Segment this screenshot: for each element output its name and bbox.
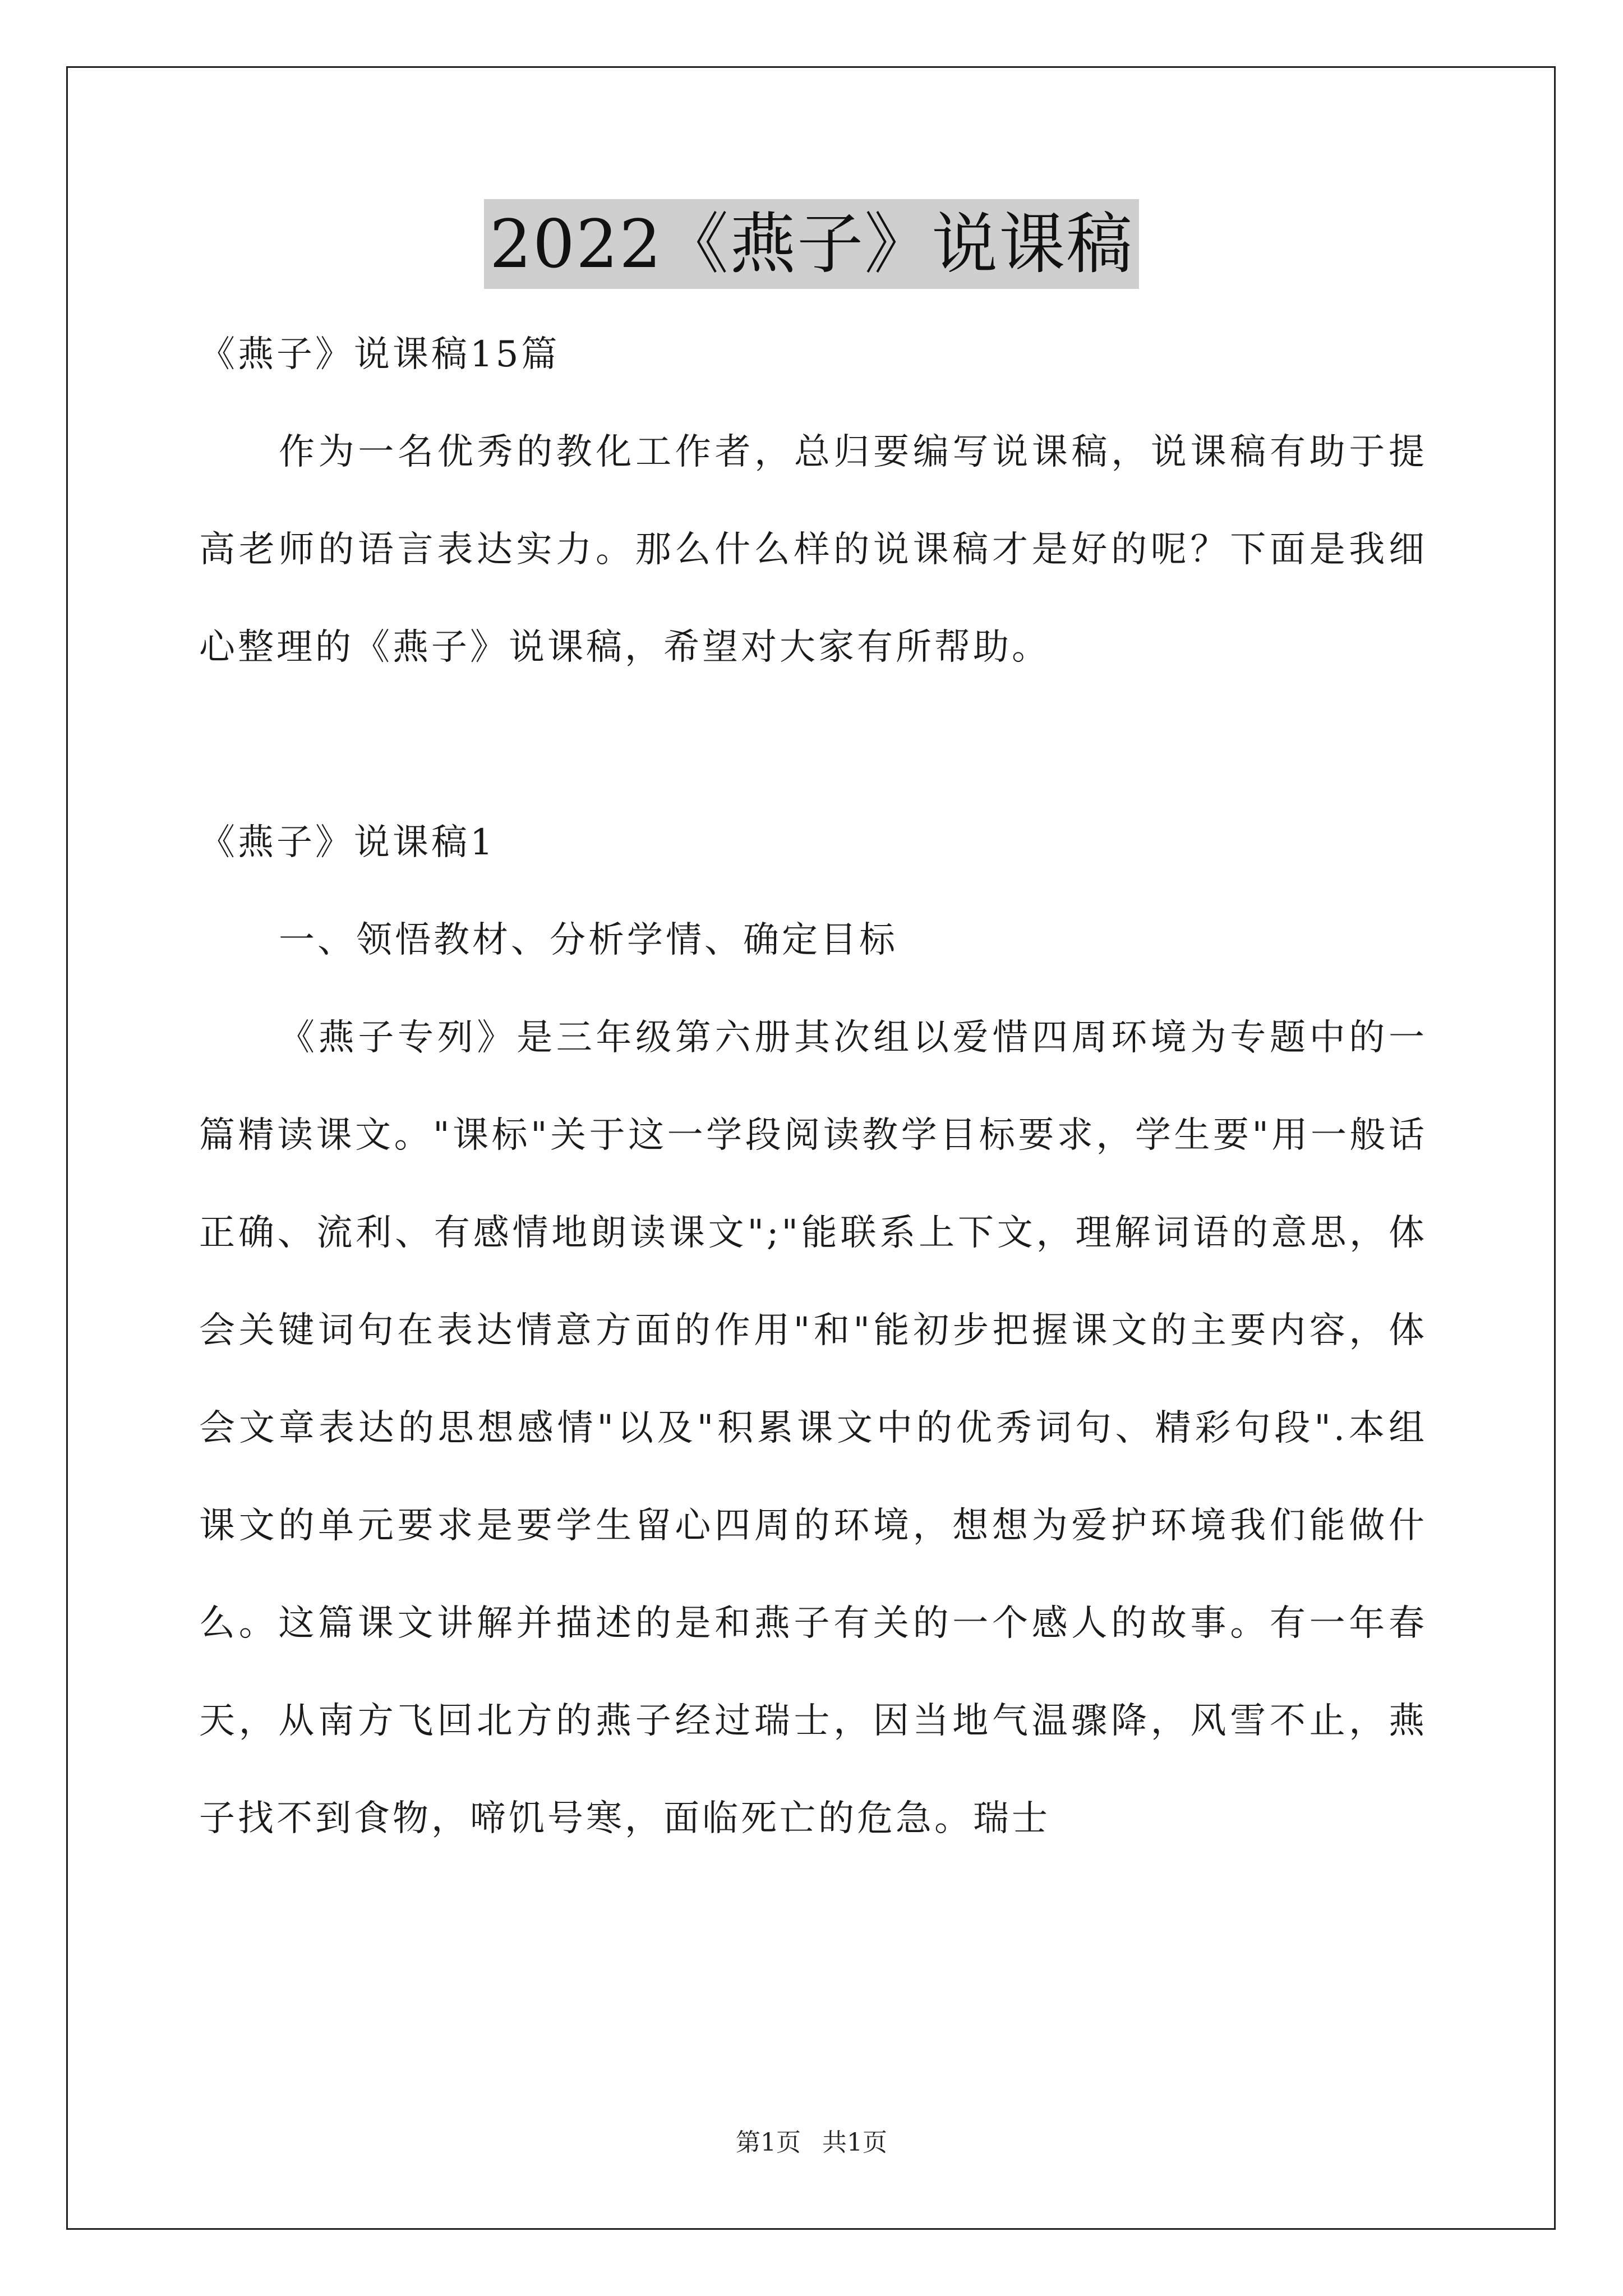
page-number: 第1页 xyxy=(736,2128,801,2157)
title-container xyxy=(0,199,1623,289)
subtitle: 《燕子》说课稿15篇 xyxy=(199,334,560,375)
document-body xyxy=(199,306,1427,1867)
document-title: 2022《燕子》说课稿 xyxy=(484,199,1139,289)
section-heading: 《燕子》说课稿1 xyxy=(199,822,496,863)
subsection-heading: 一、领悟教材、分析学情、确定目标 xyxy=(279,919,898,961)
body-paragraph: 《燕子专列》是三年级第六册其次组以爱惜四周环境为专题中的一篇精读课文。"课标"关于这一学段阅读教学目标要求，学生要"用一般话正确、流利、有感情地朗读课文";"能联系上下文，理解词语的意思，体会关键词句在表达情意方面的作用"和"能初步把握课文的主要内容，体会文章表达的思想感情"以及"积累课文中的优秀词句、精彩句段".本组课文的单元要求是要学生留心四周的环境，想想为爱护环境我们能做什么。这篇课文讲解并描述的是和燕子有关的一个感人的故事。有一年春天，从南方飞回北方的燕子经过瑞士，因当地气温骤降，风雪不止，燕子找不到食物，啼饥号寒，面临死亡的危急。瑞士 xyxy=(199,1017,1427,1839)
page-total: 共1页 xyxy=(822,2128,887,2157)
intro-paragraph: 作为一名优秀的教化工作者，总归要编写说课稿，说课稿有助于提高老师的语言表达实力。那么什么样的说课稿才是好的呢？下面是我细心整理的《燕子》说课稿，希望对大家有所帮助。 xyxy=(199,431,1427,668)
page-footer xyxy=(0,2126,1623,2160)
